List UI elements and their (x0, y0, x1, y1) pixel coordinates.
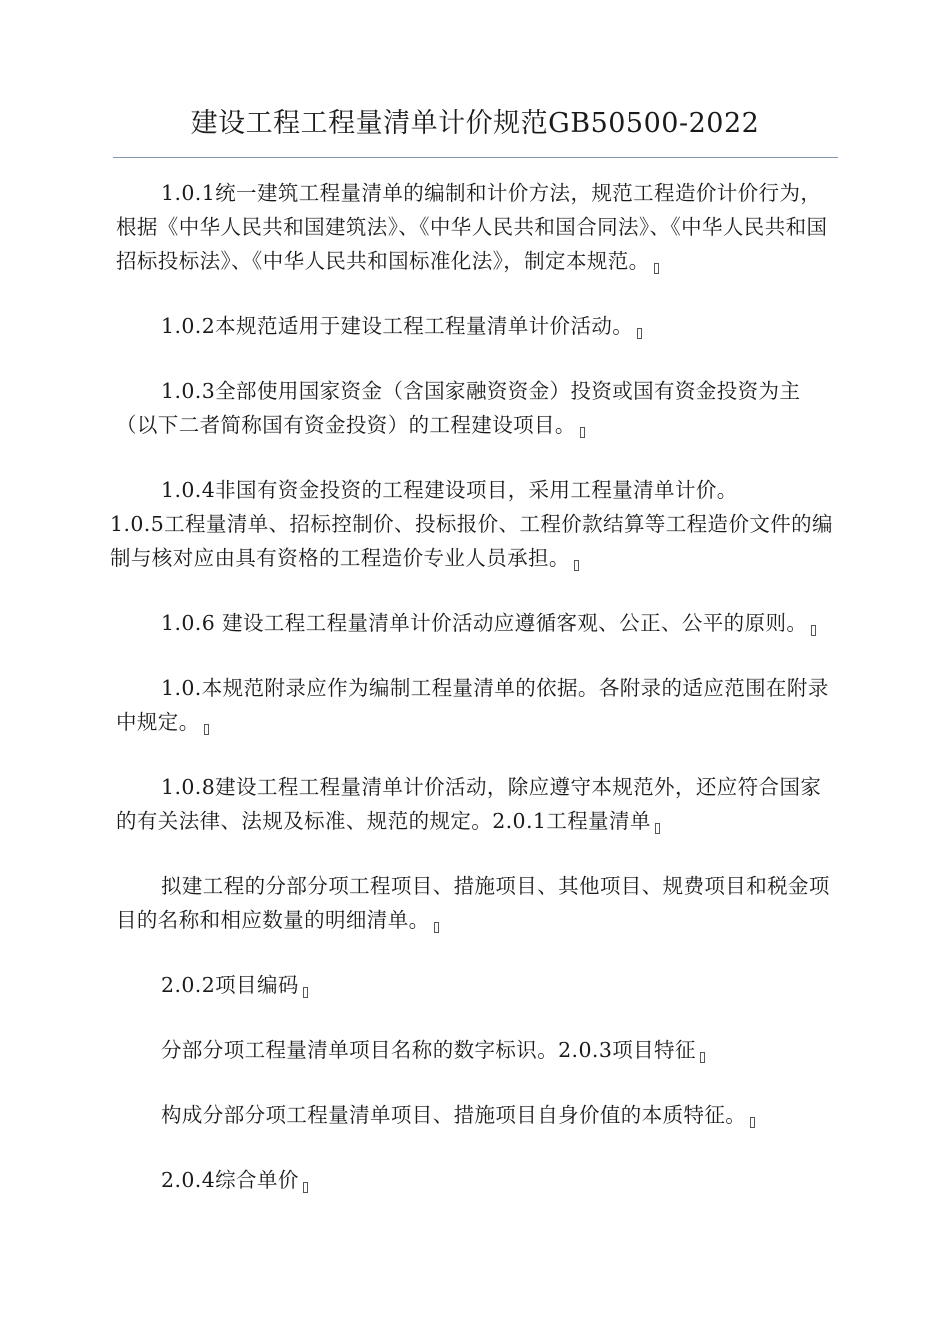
paragraph-text: 构成分部分项工程量清单项目、措施项目自身价值的本质特征。 (161, 1103, 747, 1127)
paragraph-text: 1.0.5工程量清单、招标控制价、投标报价、工程价款结算等工程造价文件的编制与核对应由具有资格的工程造价专业人员承担。 (110, 512, 833, 570)
paragraph (116, 1163, 836, 1197)
paragraph-text: 分部分项工程量清单项目名称的数字标识。2.0.3项目特征 (161, 1038, 696, 1062)
paragraph (116, 374, 836, 442)
paragraph-text: 1.0.6 建设工程工程量清单计价活动应遵循客观、公正、公平的原则。 (161, 611, 808, 635)
paragraph (116, 770, 836, 838)
paragraph (116, 606, 836, 640)
paragraph (116, 869, 836, 937)
paragraph-mark-icon (434, 922, 439, 933)
paragraph (116, 1033, 836, 1067)
document-title: 建设工程工程量清单计价规范GB50500-2022 (190, 108, 760, 139)
paragraph-text: 1.0.1统一建筑工程量清单的编制和计价方法，规范工程造价计价行为，根据《中华人民共和国建筑法》、《中华人民共和国合同法》、《中华人民共和国招标投标法》、《中华人民共和国标准化法》，制定本规范。 (116, 181, 828, 273)
paragraph (116, 671, 836, 739)
paragraph (116, 176, 836, 278)
paragraph (116, 473, 836, 507)
paragraph-mark-icon (204, 724, 209, 735)
paragraph (116, 968, 836, 1002)
paragraph (116, 1098, 836, 1132)
paragraph-mark-icon (654, 263, 659, 274)
paragraph-mark-icon (750, 1117, 755, 1128)
paragraph-text: 拟建工程的分部分项工程项目、措施项目、其他项目、规费项目和税金项目的名称和相应数量的明细清单。 (116, 874, 830, 932)
paragraph-mark-icon (303, 1182, 308, 1193)
paragraph-mark-icon (637, 328, 642, 339)
document-body (110, 176, 836, 1228)
paragraph-mark-icon (574, 560, 579, 571)
paragraph-text: 1.0.4非国有资金投资的工程建设项目，采用工程量清单计价。 (161, 478, 738, 502)
paragraph-mark-icon (811, 625, 816, 636)
title-divider (113, 157, 838, 158)
paragraph-text: 2.0.2项目编码 (161, 973, 299, 997)
paragraph (110, 507, 836, 575)
paragraph-mark-icon (700, 1052, 705, 1063)
paragraph-text: 1.0.2本规范适用于建设工程工程量清单计价活动。 (161, 314, 634, 338)
paragraph-mark-icon (303, 987, 308, 998)
paragraph-text: 1.0.本规范附录应作为编制工程量清单的依据。各附录的适应范围在附录中规定。 (116, 676, 829, 734)
paragraph (116, 309, 836, 343)
paragraph-text: 1.0.3全部使用国家资金（含国家融资资金）投资或国有资金投资为主（以下二者简称国有资金投资）的工程建设项目。 (116, 379, 801, 437)
paragraph-mark-icon (580, 427, 585, 438)
paragraph-text: 2.0.4综合单价 (161, 1168, 299, 1192)
paragraph-text: 1.0.8建设工程工程量清单计价活动，除应遵守本规范外，还应符合国家的有关法律、法规及标准、规范的规定。2.0.1工程量清单 (116, 775, 822, 833)
paragraph-mark-icon (655, 823, 660, 834)
